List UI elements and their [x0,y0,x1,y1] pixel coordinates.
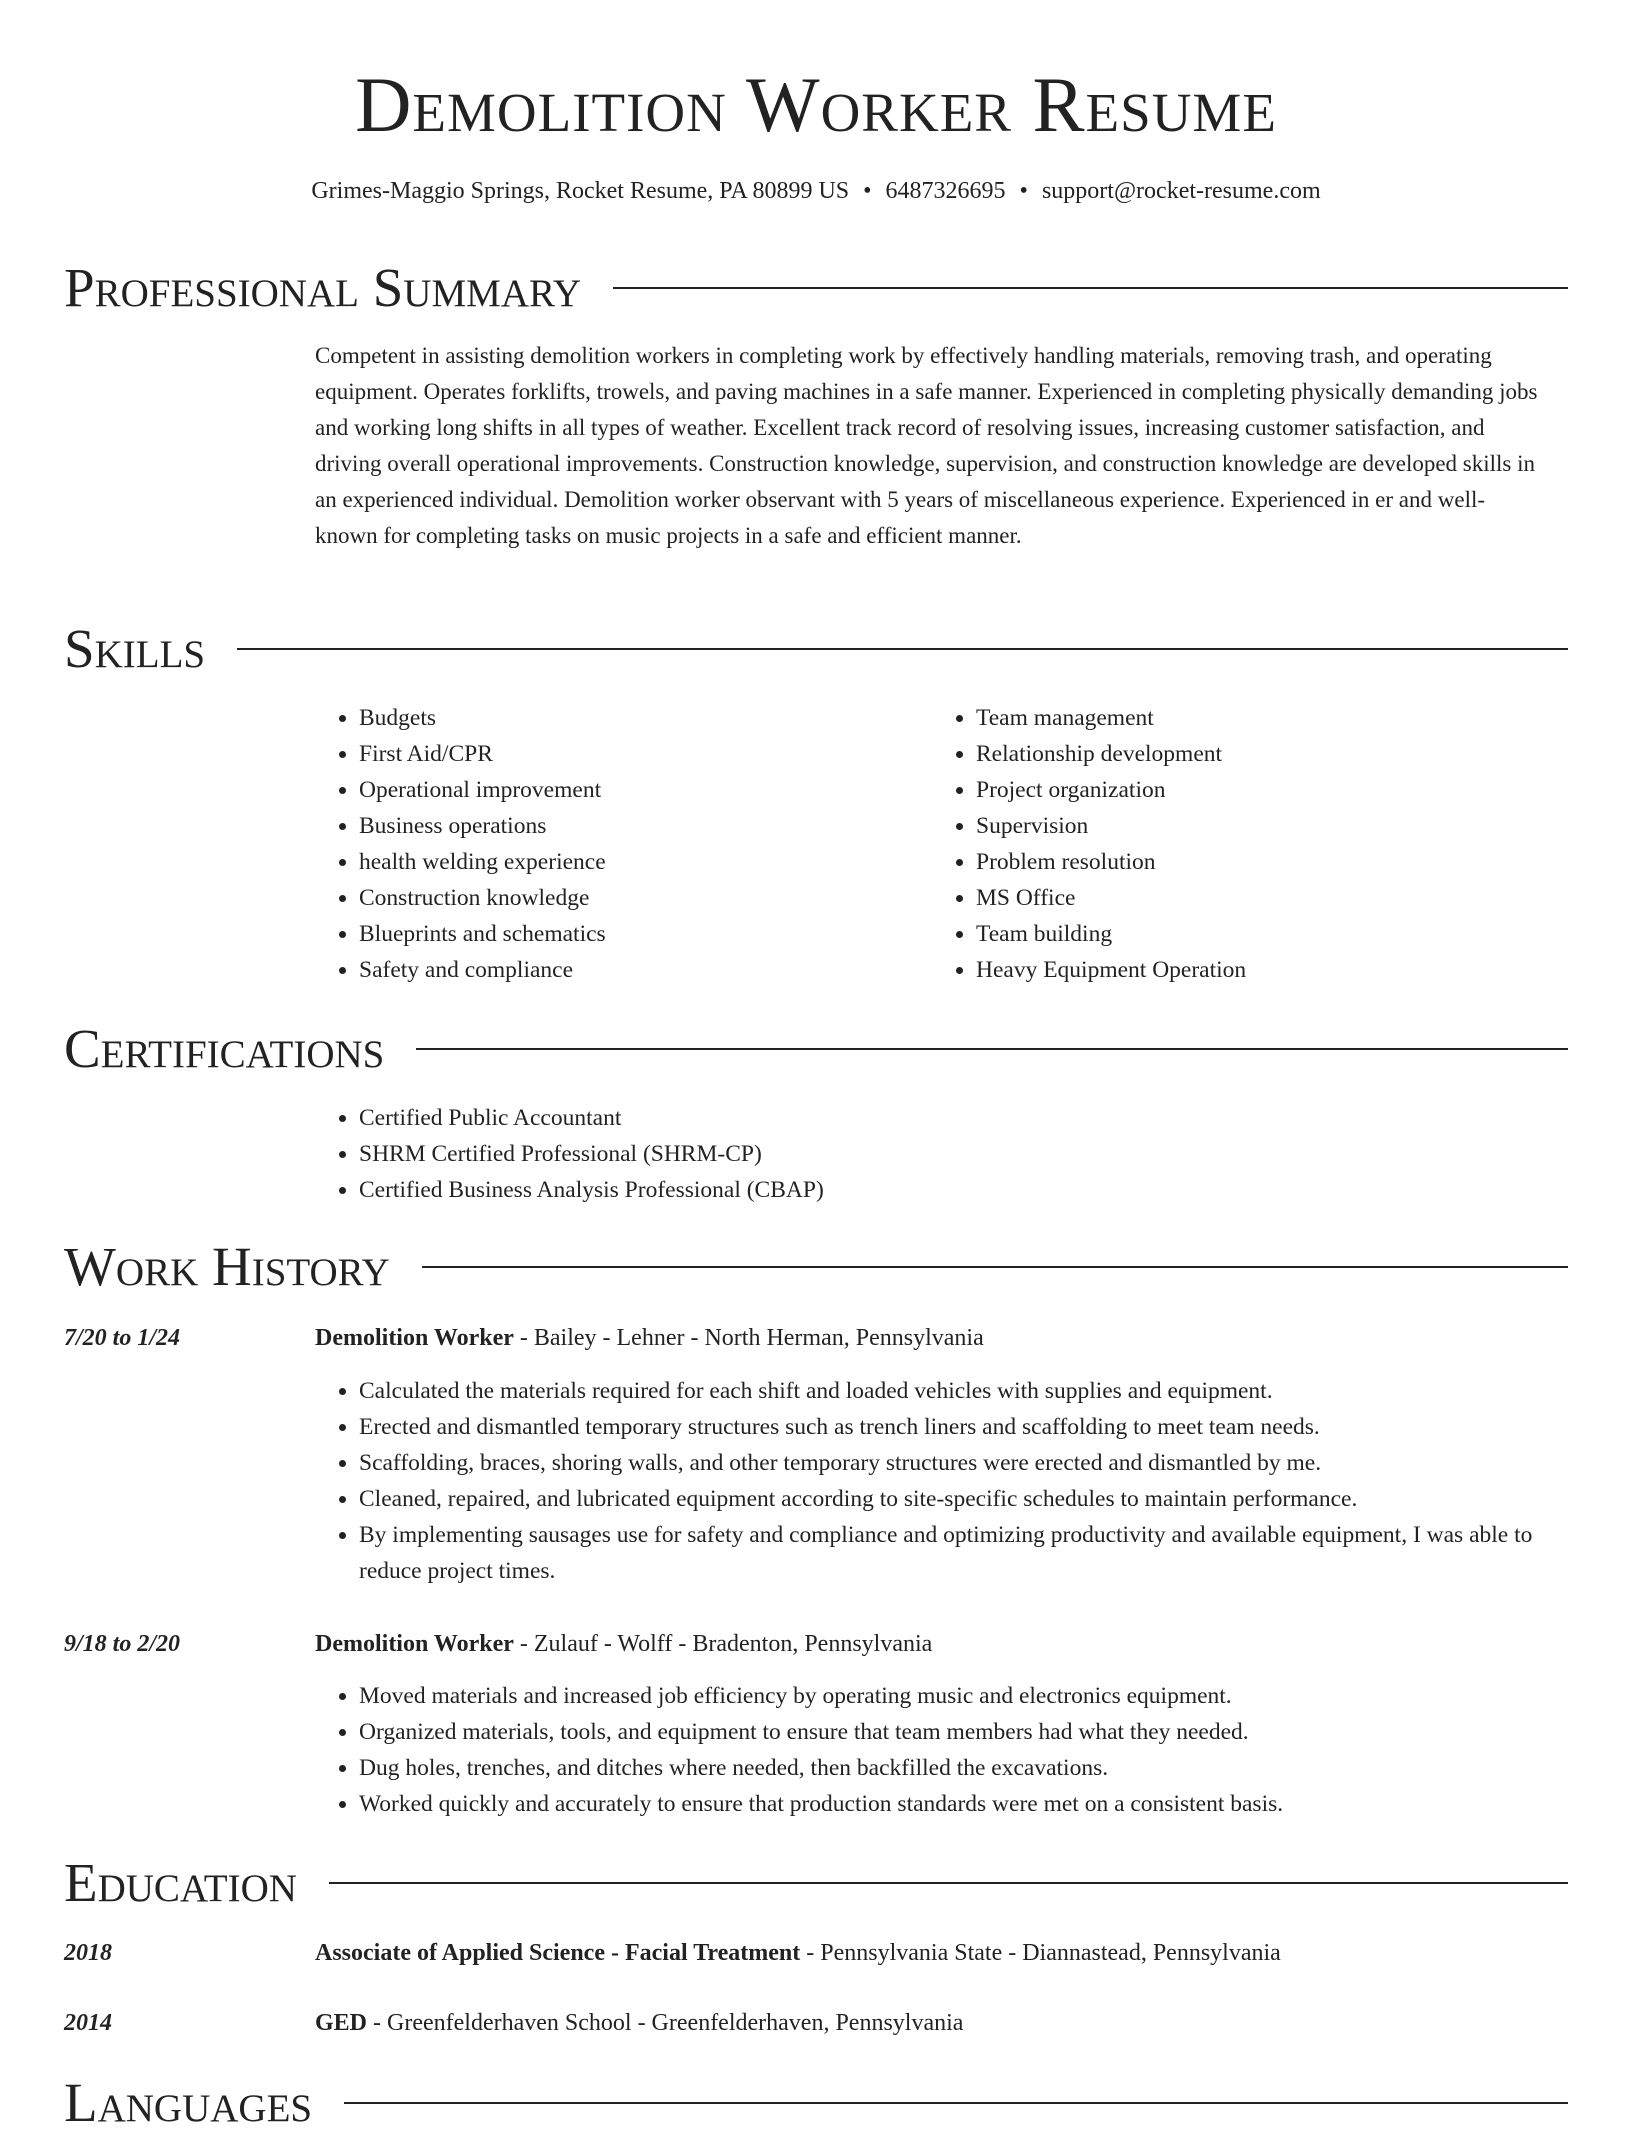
job-bullet: • Organized materials, tools, and equipment to ensure that team members had what they needed. [359,1714,1560,1750]
section-title: Professional Summary [64,257,582,318]
skill-item: • MS Office [976,880,1492,916]
section-divider [329,1882,1568,1884]
separator-dot: • [1019,178,1028,204]
job-bullet: • Moved materials and increased job efficiency by operating music and electronics equipment. [359,1678,1560,1714]
section-title: Education [64,1852,297,1913]
education-year: 2018 [64,1940,112,1966]
skill-item: • Project organization [976,772,1492,808]
skill-item: • Construction knowledge [359,880,875,916]
education-section-heading [64,1852,1568,1914]
job-bullet: • Calculated the materials required for each shift and loaded vehicles with supplies and equipment. [359,1373,1560,1409]
job-title: Demolition Worker [315,1325,514,1351]
job-company: - Bailey - Lehner - North Herman, Pennsylvania [513,1325,984,1351]
job-bullets [315,1678,1560,1822]
education-degree: Associate of Applied Science - Facial Treatment [315,1940,801,1966]
summary-section-heading [64,257,1568,319]
skill-item: • Operational improvement [359,772,875,808]
languages-section-heading [64,2072,1568,2134]
certifications-section-heading [64,1018,1568,1080]
job-company: - Zulauf - Wolff - Bradenton, Pennsylvania [513,1631,933,1657]
section-divider [237,648,1568,650]
education-school: - Pennsylvania State - Diannastead, Pennsylvania [800,1940,1281,1966]
skill-item: • Heavy Equipment Operation [976,952,1492,988]
skills-column-left [315,700,875,988]
contact-email: support@rocket-resume.com [1041,178,1321,204]
work-history-section-heading [64,1236,1568,1298]
certification-item: • Certified Business Analysis Professional (CBAP) [359,1172,1215,1208]
skill-item: • Blueprints and schematics [359,916,875,952]
section-title: Skills [64,618,206,679]
section-divider [344,2102,1568,2104]
job-bullet: • Dug holes, trenches, and ditches where needed, then backfilled the excavations. [359,1750,1560,1786]
contact-line [0,174,1632,208]
job-title: Demolition Worker [315,1631,514,1657]
resume-title: Demolition Worker Resume [355,61,1277,148]
skill-item: • Problem resolution [976,844,1492,880]
education-entry [315,2005,1565,2041]
job-dates: 9/18 to 2/20 [64,1631,181,1657]
certification-item: • SHRM Certified Professional (SHRM-CP) [359,1136,1215,1172]
job-bullet: • Scaffolding, braces, shoring walls, and other temporary structures were erected and dismantled by me. [359,1445,1560,1481]
section-title: Languages [64,2072,313,2133]
job-bullet: • Cleaned, repaired, and lubricated equipment according to site-specific schedules to maintain performance. [359,1481,1560,1517]
skill-item: • Safety and compliance [359,952,875,988]
job-heading [315,1626,1565,1662]
skill-item: • Relationship development [976,736,1492,772]
education-degree: GED [315,2010,368,2036]
job-bullets [315,1373,1560,1589]
certifications-list [315,1100,1215,1208]
certification-item: • Certified Public Accountant [359,1100,1215,1136]
skill-item: • Team management [976,700,1492,736]
skill-item: • First Aid/CPR [359,736,875,772]
section-title: Certifications [64,1018,385,1079]
job-bullet: • Worked quickly and accurately to ensure that production standards were met on a consistent basis. [359,1786,1560,1822]
job-bullet: • By implementing sausages use for safety and compliance and optimizing productivity and available equipment, I was able to reduce project times. [359,1517,1560,1589]
skill-item: • Supervision [976,808,1492,844]
job-heading [315,1320,1565,1356]
contact-phone: 6487326695 [885,178,1006,204]
job-bullet: • Erected and dismantled temporary structures such as trench liners and scaffolding to meet team needs. [359,1409,1560,1445]
job-dates: 7/20 to 1/24 [64,1325,181,1351]
education-entry [315,1935,1565,1971]
education-year: 2014 [64,2010,112,2036]
separator-dot: • [863,178,872,204]
section-title: Work History [64,1236,390,1297]
skill-item: • Team building [976,916,1492,952]
section-divider [613,287,1568,289]
section-divider [416,1048,1568,1050]
skill-item: • health welding experience [359,844,875,880]
skill-item: • Business operations [359,808,875,844]
skills-column-right [932,700,1492,988]
section-divider [422,1266,1568,1268]
summary-text: Competent in assisting demolition workers in completing work by effectively handling materials, removing trash, and operating equipment. Operates forklifts, trowels, and paving machines in a safe manner. Experienced in completing physically demanding jobs and working long shifts in all types of weather. Excellent track record of resolving issues, increasing customer satisfaction, and driving overall operational improvements. Construction knowledge, supervision, and construction knowledge are developed skills in an experienced individual. Demolition worker observant with 5 years of miscellaneous experience. Experienced in er and well-known for completing tasks on music projects in a safe and efficient manner. [315,343,1538,548]
skills-section-heading [64,618,1568,680]
education-school: - Greenfelderhaven School - Greenfelderhaven, Pennsylvania [367,2010,964,2036]
contact-address: Grimes-Maggio Springs, Rocket Resume, PA 80899 US [311,178,850,204]
skill-item: • Budgets [359,700,875,736]
